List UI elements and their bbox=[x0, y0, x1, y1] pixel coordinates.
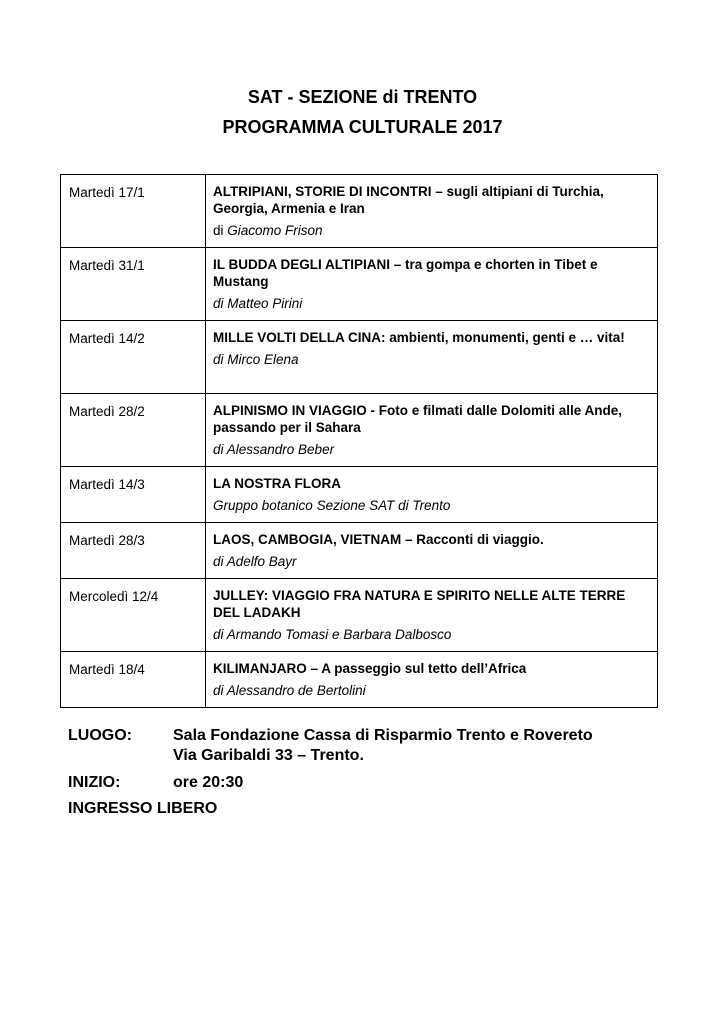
event-date: Martedì 28/2 bbox=[61, 394, 206, 467]
event-author-line bbox=[213, 626, 649, 643]
program-row bbox=[61, 248, 658, 321]
event-author: di Mirco Elena bbox=[213, 352, 299, 367]
event-author-line bbox=[213, 295, 649, 312]
event-title: LAOS, CAMBOGIA, VIETNAM – Racconti di viaggio. bbox=[213, 532, 544, 547]
event-author-line bbox=[213, 222, 649, 239]
event-title: KILIMANJARO – A passeggio sul tetto dell’Africa bbox=[213, 661, 527, 676]
event-title: ALPINISMO IN VIAGGIO - Foto e filmati dalle Dolomiti alle Ande, passando per il Sahara bbox=[213, 403, 623, 435]
program-row bbox=[61, 523, 658, 579]
place-info bbox=[68, 726, 593, 746]
place-label: LUOGO: bbox=[68, 727, 132, 744]
event-author-line bbox=[213, 351, 649, 368]
event-cell bbox=[206, 467, 658, 523]
event-date: Martedì 28/3 bbox=[61, 523, 206, 579]
event-author-line bbox=[213, 497, 649, 514]
program-table-body bbox=[61, 175, 658, 708]
program-row bbox=[61, 652, 658, 708]
event-date: Martedì 18/4 bbox=[61, 652, 206, 708]
event-author: di Alessandro Beber bbox=[213, 442, 335, 457]
document-subtitle: PROGRAMMA CULTURALE 2017 bbox=[222, 117, 503, 137]
event-title: ALTRIPIANI, STORIE DI INCONTRI – sugli altipiani di Turchia, Georgia, Armenia e Iran bbox=[213, 184, 604, 216]
document-title: SAT - SEZIONE di TRENTO bbox=[247, 87, 478, 107]
event-author: di Alessandro de Bertolini bbox=[213, 683, 366, 698]
event-author: di Matteo Pirini bbox=[213, 296, 303, 311]
event-cell bbox=[206, 394, 658, 467]
event-date: Martedì 14/3 bbox=[61, 467, 206, 523]
event-title: MILLE VOLTI DELLA CINA: ambienti, monumenti, genti e … vita! bbox=[213, 330, 625, 345]
event-date: Mercoledì 12/4 bbox=[61, 579, 206, 652]
event-author: Giacomo Frison bbox=[227, 223, 323, 238]
start-time: ore 20:30 bbox=[173, 774, 244, 791]
place-address: Via Garibaldi 33 – Trento. bbox=[173, 747, 364, 764]
event-title: IL BUDDA DEGLI ALTIPIANI – tra gompa e chorten in Tibet e Mustang bbox=[213, 257, 598, 289]
event-cell bbox=[206, 321, 658, 394]
place-address-row bbox=[68, 746, 364, 766]
event-author-line bbox=[213, 441, 649, 458]
start-label: INIZIO: bbox=[68, 774, 121, 791]
event-cell bbox=[206, 248, 658, 321]
event-author-prefix: di bbox=[213, 223, 228, 238]
event-title: LA NOSTRA FLORA bbox=[213, 476, 341, 491]
event-author-line bbox=[213, 553, 649, 570]
event-date: Martedì 31/1 bbox=[61, 248, 206, 321]
place-venue: Sala Fondazione Cassa di Risparmio Trento e Rovereto bbox=[173, 727, 593, 744]
event-author: Gruppo botanico Sezione SAT di Trento bbox=[213, 498, 451, 513]
event-title: JULLEY: VIAGGIO FRA NATURA E SPIRITO NELLE ALTE TERRE DEL LADAKH bbox=[213, 588, 626, 620]
program-row bbox=[61, 321, 658, 394]
event-author: di Armando Tomasi e Barbara Dalbosco bbox=[213, 627, 452, 642]
entry-info: INGRESSO LIBERO bbox=[68, 800, 218, 817]
event-cell bbox=[206, 175, 658, 248]
event-author: di Adelfo Bayr bbox=[213, 554, 297, 569]
program-row bbox=[61, 467, 658, 523]
event-cell bbox=[206, 579, 658, 652]
program-table bbox=[60, 174, 658, 708]
event-cell bbox=[206, 652, 658, 708]
start-info bbox=[68, 773, 244, 793]
event-cell bbox=[206, 523, 658, 579]
event-author-line bbox=[213, 682, 649, 699]
event-date: Martedì 17/1 bbox=[61, 175, 206, 248]
program-row bbox=[61, 394, 658, 467]
event-date: Martedì 14/2 bbox=[61, 321, 206, 394]
program-row bbox=[61, 175, 658, 248]
program-row bbox=[61, 579, 658, 652]
